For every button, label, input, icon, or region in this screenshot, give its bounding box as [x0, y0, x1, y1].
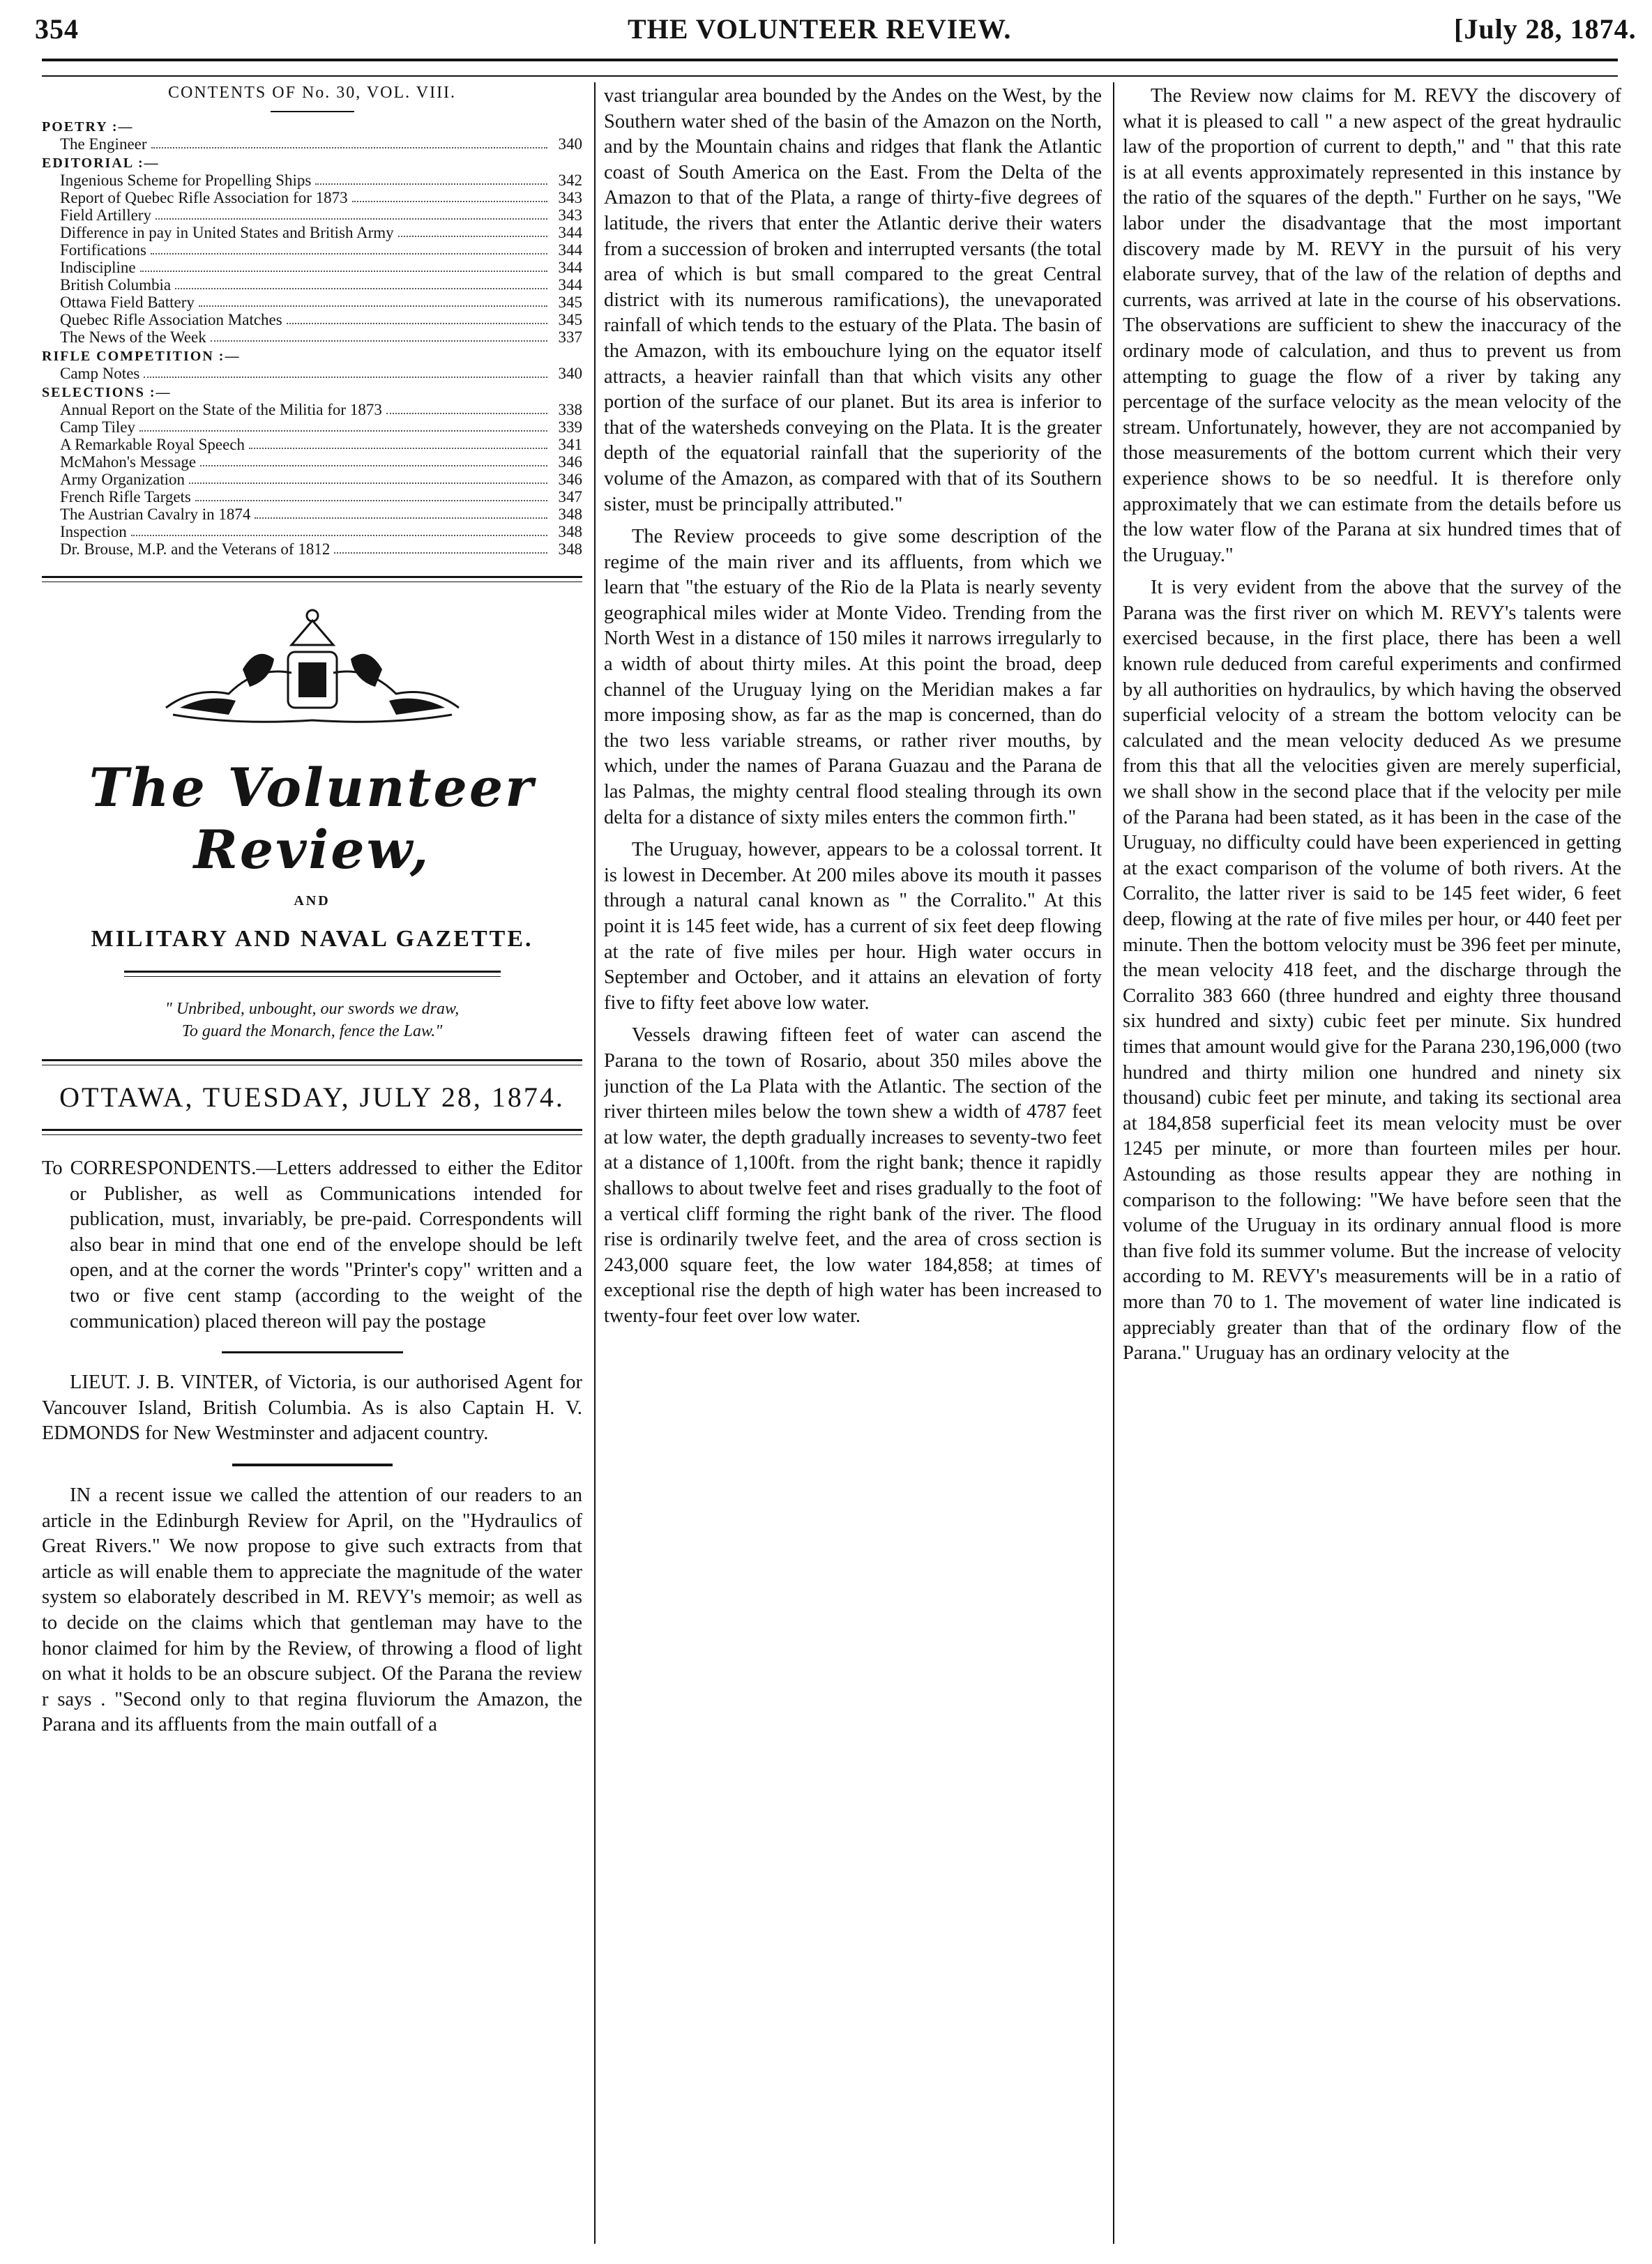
contents-box: [42, 84, 582, 558]
contents-entry-page: 342: [558, 172, 582, 189]
contents-entry-leader: [249, 436, 547, 449]
contents-entry-leader: [287, 311, 547, 324]
contents-entry-title: Camp Notes: [60, 365, 140, 382]
col3-paragraph-2: It is very evident from the above that the survey of the Parana was the first river on which M. REVY's talents were exercised because, in the first place, there has been a well known rule deduced from careful experiments and confirmed by all authorities on hydraulics, by which having the observed superficial velocity of a stream the bottom velocity can be calculated and the mean velocity deduced As we presume from this that all the velocities given are merely superficial, we shall show in the second place that if the velocity per mile of the Parana had been stated, as it has been in the case of the Uruguay, no difficulty could have been experienced in getting at the exact comparison of the volume of both rivers. At the Corralito, the latter river is said to be 145 feet wider, 6 feet deep, flowing at the rate of five miles per hour, or 440 feet per minute. Then the bottom velocity must be 396 feet per minute, the mean velocity 418 feet, and the discharge through the Corralito 383 660 (three hundred and eighty three thousand six hundred and sixty) cubic feet per minute. Six hundred times that amount would give for the Parana 230,196,000 (two hundred and thirty milion one hundred and ninety six thousand) cubic feet per minute, and taking its sectional area at 184,858 superficial feet its mean velocity must be over 1245 per minute, or more than fourteen miles per hour. Astounding as those results appear they are nothing in comparison to the following: "We have before seen that the volume of the Uruguay in its ordinary annual flood is more than five fold its summer volume. But the increase of velocity according to M. REVY's measurements will be in a ratio of more than 70 to 1. The movement of water line indicated is appreciably greater than that of the ordinary flow of the Parana." Uruguay has an ordinary velocity at the: [1123, 577, 1621, 1365]
column-rule-2: [1113, 82, 1114, 2244]
contents-entry-title: Inspection: [60, 523, 127, 540]
masthead-title: The Volunteer Review,: [89, 757, 536, 881]
contents-entry: [42, 276, 582, 294]
contents-entry-leader: [131, 523, 547, 536]
contents-entry-title: Annual Report on the State of the Militia for 1873: [60, 401, 382, 418]
contents-entry-page: 348: [558, 523, 582, 540]
contents-entry-leader: [398, 224, 547, 237]
contents-section-heading: EDITORIAL :—: [42, 155, 160, 171]
contents-entry: [42, 488, 582, 506]
contents-title: CONTENTS OF No. 30, VOL. VIII.: [167, 84, 457, 102]
contents-entry: [42, 365, 582, 382]
contents-entry-leader: [386, 401, 547, 414]
contents-entry-page: 344: [558, 259, 582, 276]
column-2: [604, 84, 1102, 2238]
page-number: 354: [35, 13, 79, 45]
contents-entry: [42, 224, 582, 241]
contents-entry-page: 340: [558, 135, 582, 153]
contents-entry-leader: [334, 540, 547, 554]
contents-entry-leader: [140, 259, 547, 272]
contents-entry-page: 345: [558, 311, 582, 328]
col2-paragraph-2: The Review proceeds to give some description of the regime of the main river and its affluents, from which we learn that "the estuary of the Rio de la Plata is nearly seventy geographical miles wider at Monte Video. Trending from the North West in a distance of 150 miles it narrows irregularly to a width of about thirty miles. At this point the broad, deep channel of the Uruguay lying on the Meridian makes a far more imposing show, as far as the map is concerned, than do the two less variable streams, or rather river mouths, by which, under the names of Parana Guazau and the Parana de las Palmas, the mighty central flood stealing through its own delta for a distance of sixty miles enters the common firth.": [604, 526, 1102, 828]
contents-entry-page: 338: [558, 401, 582, 418]
contents-entry-title: French Rifle Targets: [60, 488, 191, 506]
contents-entry-title: Ingenious Scheme for Propelling Ships: [60, 172, 312, 189]
contents-entry-page: 344: [558, 224, 582, 241]
contents-entry: [42, 471, 582, 488]
notice-rule: [222, 1351, 403, 1353]
contents-entry-page: 346: [558, 453, 582, 471]
contents-entry-title: Field Artillery: [60, 206, 151, 224]
contents-entry-title: Dr. Brouse, M.P. and the Veterans of 1812: [60, 540, 331, 558]
col2-paragraph-4: Vessels drawing fifteen feet of water can ascend the Parana to the town of Rosario, about 350 miles above the junction of the La Plata with the Atlantic. The section of the river thirteen miles below the town shew a width of 4787 feet at low water, the depth gradually increases to seventy-two feet at a distance of 1,100ft. from the right bank; thence it rapidly shallows to about twelve feet and rises gradually to the foot of a vertical cliff forming the right bank of the river. The flood rise is ordinarily twelve feet, and the area of cross section is 243,000 square feet, the low water 184,858; at times of exceptional rise the depth of high water has been increased to twenty-four feet over low water.: [604, 1024, 1102, 1327]
contents-entry-page: 346: [558, 471, 582, 488]
contents-entry-leader: [352, 189, 547, 202]
contents-entry-leader: [195, 488, 547, 501]
contents-entry-leader: [255, 506, 547, 519]
contents-entry: [42, 506, 582, 523]
contents-entry-leader: [151, 135, 547, 149]
col3-paragraph-1: The Review now claims for M. REVY the discovery of what it is pleased to call " a new aspect of the great hydraulic law of the proportion of current to depth," and " that this rate is at all events approximately represented in this instance by the ratio of the squares of the depth." Further on he says, "We labor under the disadvantage that the most important discovery made by M. REVY in the pursuit of his very elaborate survey, that of the law of the relation of depths and currents, was arrived at late in the course of his observations. The observations are sufficient to shew the inaccuracy of the ordinary mode of calculation, and thus to prevent us from attempting to guage the flow of a river by taking any percentage of the surface velocity as the mean velocity of the stream. Unfortunately, however, they are not accompanied by those measurements of the bottom current which their very experience shows to be so needful. It is therefore only approximately that we can estimate from the details before us the low water flow of the Parana at six hundred times that of the Uruguay.": [1123, 85, 1621, 566]
contents-entry-page: 344: [558, 276, 582, 294]
contents-section-heading: POETRY :—: [42, 119, 134, 135]
contents-entry: [42, 453, 582, 471]
contents-entry-page: 337: [558, 328, 582, 346]
contents-entry-title: Camp Tiley: [60, 418, 136, 436]
column-rule-1: [594, 82, 596, 2244]
header-rule-thin: [42, 75, 1618, 77]
contents-entry: [42, 436, 582, 453]
contents-entry-page: 340: [558, 365, 582, 382]
contents-entry-title: A Remarkable Royal Speech: [60, 436, 245, 453]
contents-entry: [42, 328, 582, 346]
contents-entry-leader: [151, 241, 547, 254]
contents-entry-title: Fortifications: [60, 241, 146, 259]
contents-entry-leader: [199, 294, 547, 307]
contents-entry: [42, 189, 582, 206]
article-intro: IN a recent issue we called the attention of our readers to an article in the Edinburgh Review for April, on the "Hydraulics of Great Rivers." We now propose to give such extracts from that article as will enable them to appreciate the magnitude of the water system so elaborately described in M. REVY's memoir; as well as to decide on the claims which that gentleman may have to the honor claimed for him by the Review, of throwing a flood of light on what it holds to be an obscure subject. Of the Parana the review r says . "Second only to that regina fluviorum the Amazon, the Parana and its affluents from the main outfall of a: [42, 1484, 582, 1736]
contents-entry: [42, 241, 582, 259]
running-title: THE VOLUNTEER REVIEW.: [628, 13, 1012, 45]
contents-entry-title: Report of Quebec Rifle Association for 1873: [60, 189, 348, 206]
contents-entry: [42, 206, 582, 224]
contents-entry-title: The Austrian Cavalry in 1874: [60, 506, 251, 523]
contents-entry-leader: [144, 365, 547, 378]
contents-section-heading: SELECTIONS :—: [42, 385, 172, 400]
article-rule: [232, 1464, 393, 1466]
col2-paragraph-3: The Uruguay, however, appears to be a colossal torrent. It is lowest in December. At 200 miles above its mouth it passes through a natural canal known as " the Corralito." At this point it is 145 feet wide, has a current of six feet deep flowing at the rate of five miles per hour. High water occurs in September and October, and it attains an elevation of forty five to fifty feet above low water.: [604, 839, 1102, 1014]
contents-entry-title: McMahon's Message: [60, 453, 197, 471]
contents-entry-title: Difference in pay in United States and British Army: [60, 224, 394, 241]
contents-entry-title: Quebec Rifle Association Matches: [60, 311, 282, 328]
contents-entry-leader: [189, 471, 547, 484]
masthead-rule: [124, 971, 501, 977]
masthead-subtitle: MILITARY AND NAVAL GAZETTE.: [91, 926, 533, 952]
contents-rule: [42, 576, 582, 582]
contents-entry-title: The Engineer: [60, 135, 147, 153]
contents-entry-page: 347: [558, 488, 582, 506]
contents-entry-leader: [175, 276, 547, 289]
contents-entry-page: 348: [558, 506, 582, 523]
contents-entry-page: 348: [558, 540, 582, 558]
column-3: [1123, 84, 1621, 2238]
contents-entry-title: Ottawa Field Battery: [60, 294, 195, 311]
contents-entry-title: British Columbia: [60, 276, 172, 294]
contents-entry: [42, 418, 582, 436]
agent-notice: LIEUT. J. B. VINTER, of Victoria, is our authorised Agent for Vancouver Island, British Columbia. As is also Captain H. V. EDMONDS for New Westminster and adjacent country.: [42, 1372, 582, 1445]
contents-entry-leader: [200, 453, 547, 466]
contents-entry-leader: [156, 206, 547, 220]
correspondents-notice: To CORRESPONDENTS.—Letters addressed to either the Editor or Publisher, as well as Communications intended for publication, must, invariably, be pre-paid. Correspondents will also bear in mind that one end of the envelope should be left open, and at the corner the words "Printer's copy" written and a two or five cent stamp (according to the weight of the communication) placed thereon will pay the postage: [42, 1157, 582, 1332]
contents-entry-leader: [139, 418, 547, 432]
dateline: OTTAWA, TUESDAY, JULY 28, 1874.: [59, 1081, 565, 1113]
header-rule: [42, 59, 1618, 61]
contents-entry-leader: [211, 328, 547, 342]
contents-entry-title: Army Organization: [60, 471, 185, 488]
contents-list: [42, 119, 582, 558]
dateline-rule-bottom: [42, 1129, 582, 1135]
contents-entry: [42, 172, 582, 189]
contents-entry-title: The News of the Week: [60, 328, 206, 346]
contents-title-rule: [271, 111, 354, 112]
contents-entry-page: 344: [558, 241, 582, 259]
contents-entry: [42, 401, 582, 418]
contents-entry-page: 345: [558, 294, 582, 311]
contents-entry-leader: [315, 172, 547, 185]
motto-line-2: To guard the Monarch, fence the Law.": [181, 1022, 443, 1040]
contents-entry-page: 341: [558, 436, 582, 453]
contents-entry-page: 339: [558, 418, 582, 436]
running-date: [July 28, 1874.: [1454, 13, 1637, 45]
contents-entry: [42, 294, 582, 311]
contents-entry-page: 343: [558, 206, 582, 224]
masthead-and: AND: [294, 893, 331, 909]
contents-entry: [42, 259, 582, 276]
col2-paragraph-1: vast triangular area bounded by the Andes on the West, by the Southern water shed of the basin of the Amazon on the North, and by the Mountain chains and ridges that flank the Atlantic coast of South America on the East. From the Delta of the Amazon to that of the Plata, a range of thirty-five degrees of latitude, the rivers that enter the Atlantic derive their waters from a succession of broken and interrupted versants (the total area of which is but small compared to the great Central district with its numerous ramifications), the unevaporated rainfall of which tends to the estuary of the Plata. The basin of the Amazon, with its embouchure lying on the equator itself attracts, a heavier rainfall than that which visits any other portion of the surface of our planet. But its area is inferior to that of the watersheds conveying on the Plata. It is the greater depth of the equatorial rainfall that the superiority of the volume of the Amazon, as compared with that of its Southern sister, must be principally attributed.": [604, 85, 1102, 515]
contents-entry-page: 343: [558, 189, 582, 206]
column-1: [42, 84, 582, 2238]
masthead-motto: [42, 998, 582, 1042]
motto-line-1: " Unbribed, unbought, our swords we draw,: [165, 1000, 460, 1018]
contents-entry-title: Indiscipline: [60, 259, 136, 276]
contents-entry: [42, 540, 582, 558]
contents-entry: [42, 311, 582, 328]
contents-section-heading: RIFLE COMPETITION :—: [42, 349, 241, 364]
contents-entry: [42, 135, 582, 153]
dateline-rule-top: [42, 1059, 582, 1065]
contents-entry: [42, 523, 582, 540]
royal-arms-icon: [152, 603, 473, 736]
